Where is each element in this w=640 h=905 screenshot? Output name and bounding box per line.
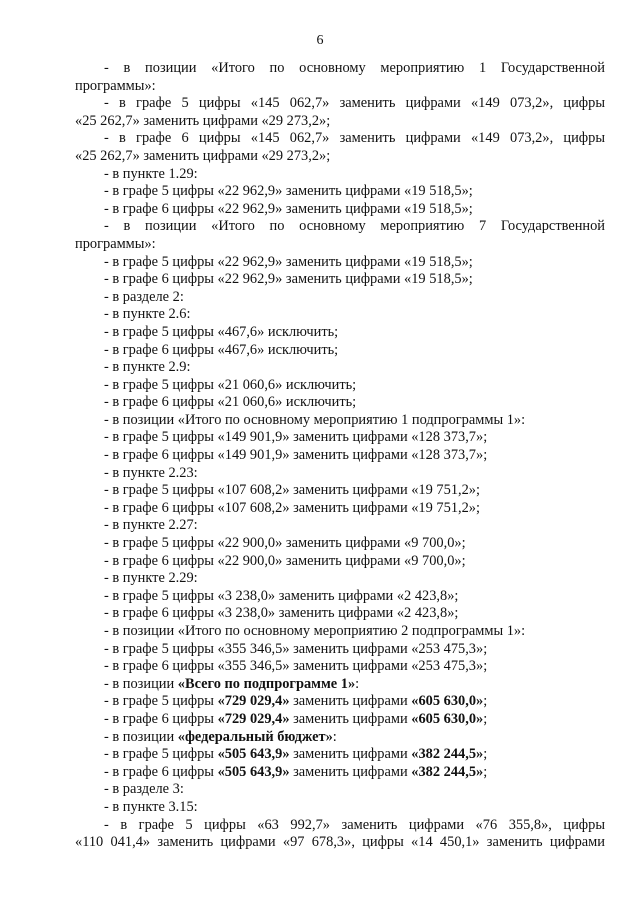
text-run: - в позиции	[104, 728, 178, 745]
text-line	[75, 500, 605, 518]
text-run: - в графе 5 цифры	[104, 693, 218, 710]
text-line	[75, 166, 605, 184]
text-run: - в графе 5 цифры «21 060,6» исключить;	[104, 376, 357, 393]
text-line	[75, 218, 605, 236]
bold-text-run: «382 244,5»	[411, 763, 484, 780]
text-line	[75, 377, 605, 395]
bold-text-run: «605 630,0»	[411, 710, 484, 727]
bold-text-run: «382 244,5»	[411, 746, 484, 763]
text-run: - в графе 5 цифры «22 962,9» заменить цифрами «19 518,5»;	[104, 253, 473, 270]
text-line	[75, 324, 605, 342]
text-run: - в пункте 2.9:	[104, 359, 191, 376]
text-line	[75, 412, 605, 430]
text-run: - в пункте 2.27:	[104, 517, 198, 534]
text-line	[75, 729, 605, 747]
text-line	[75, 130, 605, 148]
bold-text-run: «Всего по подпрограмме 1»	[177, 675, 356, 692]
text-run: - в графе 6 цифры «145 062,7» заменить цифрами «149 073,2», цифры	[104, 130, 605, 147]
text-line	[75, 517, 605, 535]
text-run: - в графе 6 цифры «149 901,9» заменить цифрами «128 373,7»;	[104, 447, 488, 464]
text-run: - в графе 6 цифры «22 900,0» заменить цифрами «9 700,0»;	[104, 552, 466, 569]
text-run: - в графе 5 цифры «149 901,9» заменить цифрами «128 373,7»;	[104, 429, 488, 446]
text-line	[75, 201, 605, 219]
text-run: - в пункте 3.15:	[104, 798, 198, 815]
bold-text-run: «федеральный бюджет»	[177, 728, 333, 745]
text-run: - в графе 6 цифры	[104, 710, 218, 727]
text-run: заменить цифрами	[289, 710, 412, 727]
text-line	[75, 60, 605, 78]
text-line	[75, 95, 605, 113]
text-line	[75, 482, 605, 500]
text-line	[75, 148, 605, 166]
text-line	[75, 817, 605, 835]
text-line	[75, 781, 605, 799]
text-line	[75, 359, 605, 377]
bold-text-run: «505 643,9»	[217, 746, 290, 763]
page-number: 6	[316, 33, 324, 48]
text-run: - в графе 6 цифры «355 346,5» заменить цифрами «253 475,3»;	[104, 658, 488, 675]
text-run: - в графе 6 цифры «21 060,6» исключить;	[104, 394, 357, 411]
text-run: «110 041,4» заменить цифрами «97 678,3», цифры «14 450,1» заменить цифрами	[75, 834, 605, 851]
text-run: - в графе 5 цифры «355 346,5» заменить цифрами «253 475,3»;	[104, 640, 488, 657]
document-body	[75, 60, 605, 852]
text-line	[75, 641, 605, 659]
text-line	[75, 570, 605, 588]
text-line	[75, 623, 605, 641]
text-run: :	[332, 728, 337, 745]
text-run: ;	[483, 746, 488, 763]
text-run: - в графе 5 цифры «63 992,7» заменить цифрами «76 355,8», цифры	[104, 816, 605, 833]
text-line	[75, 588, 605, 606]
bold-text-run: «729 029,4»	[217, 710, 290, 727]
text-line	[75, 429, 605, 447]
text-line	[75, 799, 605, 817]
text-run: - в позиции	[104, 675, 178, 692]
text-line	[75, 693, 605, 711]
text-line	[75, 342, 605, 360]
bold-text-run: «605 630,0»	[411, 693, 484, 710]
text-run: - в позиции «Итого по основному мероприятию 1 Государственной	[104, 60, 605, 76]
text-line	[75, 834, 605, 852]
text-line	[75, 553, 605, 571]
text-line	[75, 113, 605, 131]
text-run: - в графе 5 цифры «22 962,9» заменить цифрами «19 518,5»;	[104, 183, 473, 200]
text-run: - в позиции «Итого по основному мероприятию 2 подпрограммы 1»:	[104, 623, 526, 639]
text-run: - в позиции «Итого по основному мероприятию 1 подпрограммы 1»:	[104, 411, 526, 428]
text-line	[75, 605, 605, 623]
text-run: заменить цифрами	[289, 746, 412, 763]
bold-text-run: «729 029,4»	[217, 693, 290, 710]
text-run: - в пункте 2.6:	[104, 306, 191, 323]
text-run: программы»:	[75, 77, 156, 94]
text-line	[75, 254, 605, 272]
text-line	[75, 306, 605, 324]
text-run: - в графе 5 цифры «3 238,0» заменить цифрами «2 423,8»;	[104, 587, 459, 604]
bold-text-run: «505 643,9»	[217, 763, 290, 780]
text-run: - в графе 5 цифры «467,6» исключить;	[104, 323, 339, 340]
text-run: - в пункте 2.23:	[104, 464, 198, 481]
text-run: :	[355, 675, 360, 692]
text-run: ;	[483, 693, 488, 710]
text-run: «25 262,7» заменить цифрами «29 273,2»;	[75, 112, 331, 129]
text-run: заменить цифрами	[289, 763, 412, 780]
text-run: ;	[483, 710, 488, 727]
text-run: - в графе 5 цифры «22 900,0» заменить цифрами «9 700,0»;	[104, 535, 466, 552]
text-run: - в графе 6 цифры «467,6» исключить;	[104, 341, 339, 358]
text-run: - в пункте 1.29:	[104, 165, 198, 182]
text-run: - в пункте 2.29:	[104, 570, 198, 587]
text-run: - в разделе 3:	[104, 781, 184, 798]
text-line	[75, 236, 605, 254]
text-run: «25 262,7» заменить цифрами «29 273,2»;	[75, 147, 331, 164]
text-run: - в графе 6 цифры «107 608,2» заменить цифрами «19 751,2»;	[104, 499, 480, 516]
text-line	[75, 711, 605, 729]
text-run: - в графе 5 цифры «107 608,2» заменить цифрами «19 751,2»;	[104, 482, 480, 499]
text-run: - в графе 5 цифры	[104, 746, 218, 763]
text-line	[75, 447, 605, 465]
text-line	[75, 78, 605, 96]
text-run: - в графе 6 цифры «22 962,9» заменить цифрами «19 518,5»;	[104, 200, 473, 217]
text-line	[75, 271, 605, 289]
text-run: - в графе 6 цифры	[104, 763, 218, 780]
text-run: программы»:	[75, 235, 156, 252]
text-run: - в разделе 2:	[104, 288, 184, 305]
text-line	[75, 746, 605, 764]
text-line	[75, 289, 605, 307]
text-line	[75, 676, 605, 694]
text-line	[75, 183, 605, 201]
text-line	[75, 465, 605, 483]
text-run: ;	[483, 763, 488, 780]
text-run: заменить цифрами	[289, 693, 412, 710]
text-line	[75, 764, 605, 782]
text-run: - в графе 6 цифры «3 238,0» заменить цифрами «2 423,8»;	[104, 605, 459, 622]
text-line	[75, 535, 605, 553]
text-run: - в позиции «Итого по основному мероприятию 7 Государственной	[104, 218, 605, 235]
text-line	[75, 658, 605, 676]
text-run: - в графе 5 цифры «145 062,7» заменить цифрами «149 073,2», цифры	[104, 95, 605, 112]
text-run: - в графе 6 цифры «22 962,9» заменить цифрами «19 518,5»;	[104, 271, 473, 288]
text-line	[75, 394, 605, 412]
